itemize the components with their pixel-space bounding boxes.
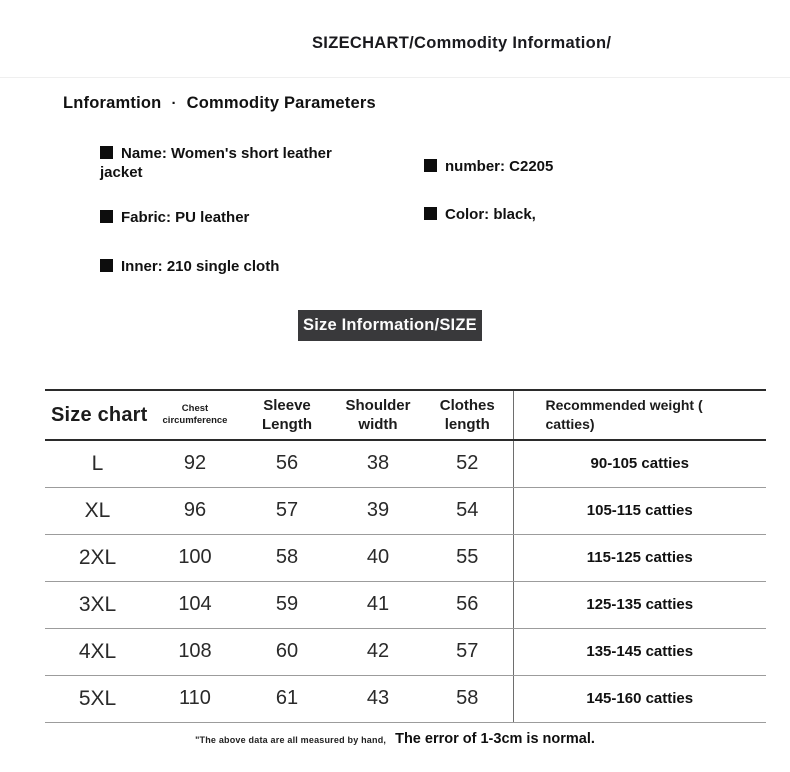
section-header [63, 94, 376, 113]
bullet-square-icon [424, 159, 437, 172]
param-name-label: Name: Women's short leather jacket [100, 145, 332, 181]
cell-clothes: 57 [422, 628, 513, 675]
cell-size: 3XL [45, 581, 150, 628]
cell-shoulder: 43 [334, 675, 422, 722]
param-fabric-label: Fabric: PU leather [121, 209, 250, 226]
cell-sleeve: 56 [240, 440, 334, 487]
cell-clothes: 56 [422, 581, 513, 628]
cell-weight: 115-125 catties [513, 534, 766, 581]
cell-size: L [45, 440, 150, 487]
col-header-clothes-length [422, 390, 513, 440]
cell-sleeve: 59 [240, 581, 334, 628]
cell-sleeve: 61 [240, 675, 334, 722]
cell-clothes: 52 [422, 440, 513, 487]
bullet-square-icon [100, 259, 113, 272]
table-row [45, 440, 766, 487]
cell-sleeve: 60 [240, 628, 334, 675]
cell-sleeve: 57 [240, 487, 334, 534]
footnote-large-text: The error of 1-3cm is normal. [395, 731, 595, 747]
header-line: Length [262, 416, 312, 433]
cell-shoulder: 41 [334, 581, 422, 628]
cell-chest: 96 [150, 487, 240, 534]
param-fabric [100, 208, 249, 227]
footnote [0, 731, 790, 747]
header-line: length [444, 416, 490, 433]
cell-sleeve: 58 [240, 534, 334, 581]
param-inner-label: Inner: 210 single cloth [121, 258, 280, 275]
cell-size: 2XL [45, 534, 150, 581]
cell-shoulder: 39 [334, 487, 422, 534]
footnote-small-text: "The above data are all measured by hand, [195, 735, 387, 745]
title-divider [0, 77, 790, 78]
cell-weight: 125-135 catties [513, 581, 766, 628]
cell-shoulder: 38 [334, 440, 422, 487]
param-number [424, 157, 553, 176]
header-line: Clothes [439, 396, 495, 414]
col-header-shoulder-width [334, 390, 422, 440]
table-row [45, 581, 766, 628]
header-line: circumference [162, 415, 228, 426]
header-line: Sleeve [263, 396, 311, 414]
cell-size: 4XL [45, 628, 150, 675]
bullet-square-icon [424, 207, 437, 220]
table-row [45, 534, 766, 581]
cell-chest: 104 [150, 581, 240, 628]
section-left-label: Lnforamtion [63, 94, 162, 112]
table-row [45, 675, 766, 722]
cell-chest: 100 [150, 534, 240, 581]
header-line: Size chart [51, 403, 148, 426]
cell-size: XL [45, 487, 150, 534]
bullet-square-icon [100, 146, 113, 159]
table-row [45, 487, 766, 534]
header-line: width [358, 416, 398, 433]
cell-shoulder: 42 [334, 628, 422, 675]
size-info-banner [298, 310, 482, 341]
header-line: Chest [181, 403, 209, 415]
size-info-banner-label: Size Information/SIZE [303, 316, 477, 334]
bullet-square-icon [100, 210, 113, 223]
param-color [424, 205, 536, 224]
cell-chest: 110 [150, 675, 240, 722]
param-color-label: Color: black, [445, 206, 536, 223]
cell-clothes: 54 [422, 487, 513, 534]
col-header-size-chart [45, 390, 150, 440]
col-header-chest-circumference [150, 390, 240, 440]
cell-clothes: 58 [422, 675, 513, 722]
table-header-row [45, 390, 766, 440]
cell-shoulder: 40 [334, 534, 422, 581]
header-line: catties) [545, 416, 595, 432]
cell-clothes: 55 [422, 534, 513, 581]
cell-chest: 108 [150, 628, 240, 675]
header-line: Recommended weight ( [545, 397, 703, 414]
cell-weight: 105-115 catties [513, 487, 766, 534]
size-chart-table [45, 389, 766, 723]
col-header-recommended-weight [513, 390, 766, 440]
param-number-label: number: C2205 [445, 158, 554, 175]
param-inner [100, 257, 279, 276]
table-row [45, 628, 766, 675]
section-separator-dot: · [171, 95, 177, 112]
cell-weight: 90-105 catties [513, 440, 766, 487]
cell-chest: 92 [150, 440, 240, 487]
col-header-sleeve-length [240, 390, 334, 440]
page-title: SIZECHART/Commodity Information/ [312, 34, 612, 52]
cell-weight: 135-145 catties [513, 628, 766, 675]
cell-weight: 145-160 catties [513, 675, 766, 722]
cell-size: 5XL [45, 675, 150, 722]
section-right-label: Commodity Parameters [186, 94, 376, 112]
header-line: Shoulder [345, 396, 411, 414]
param-name [100, 144, 362, 182]
